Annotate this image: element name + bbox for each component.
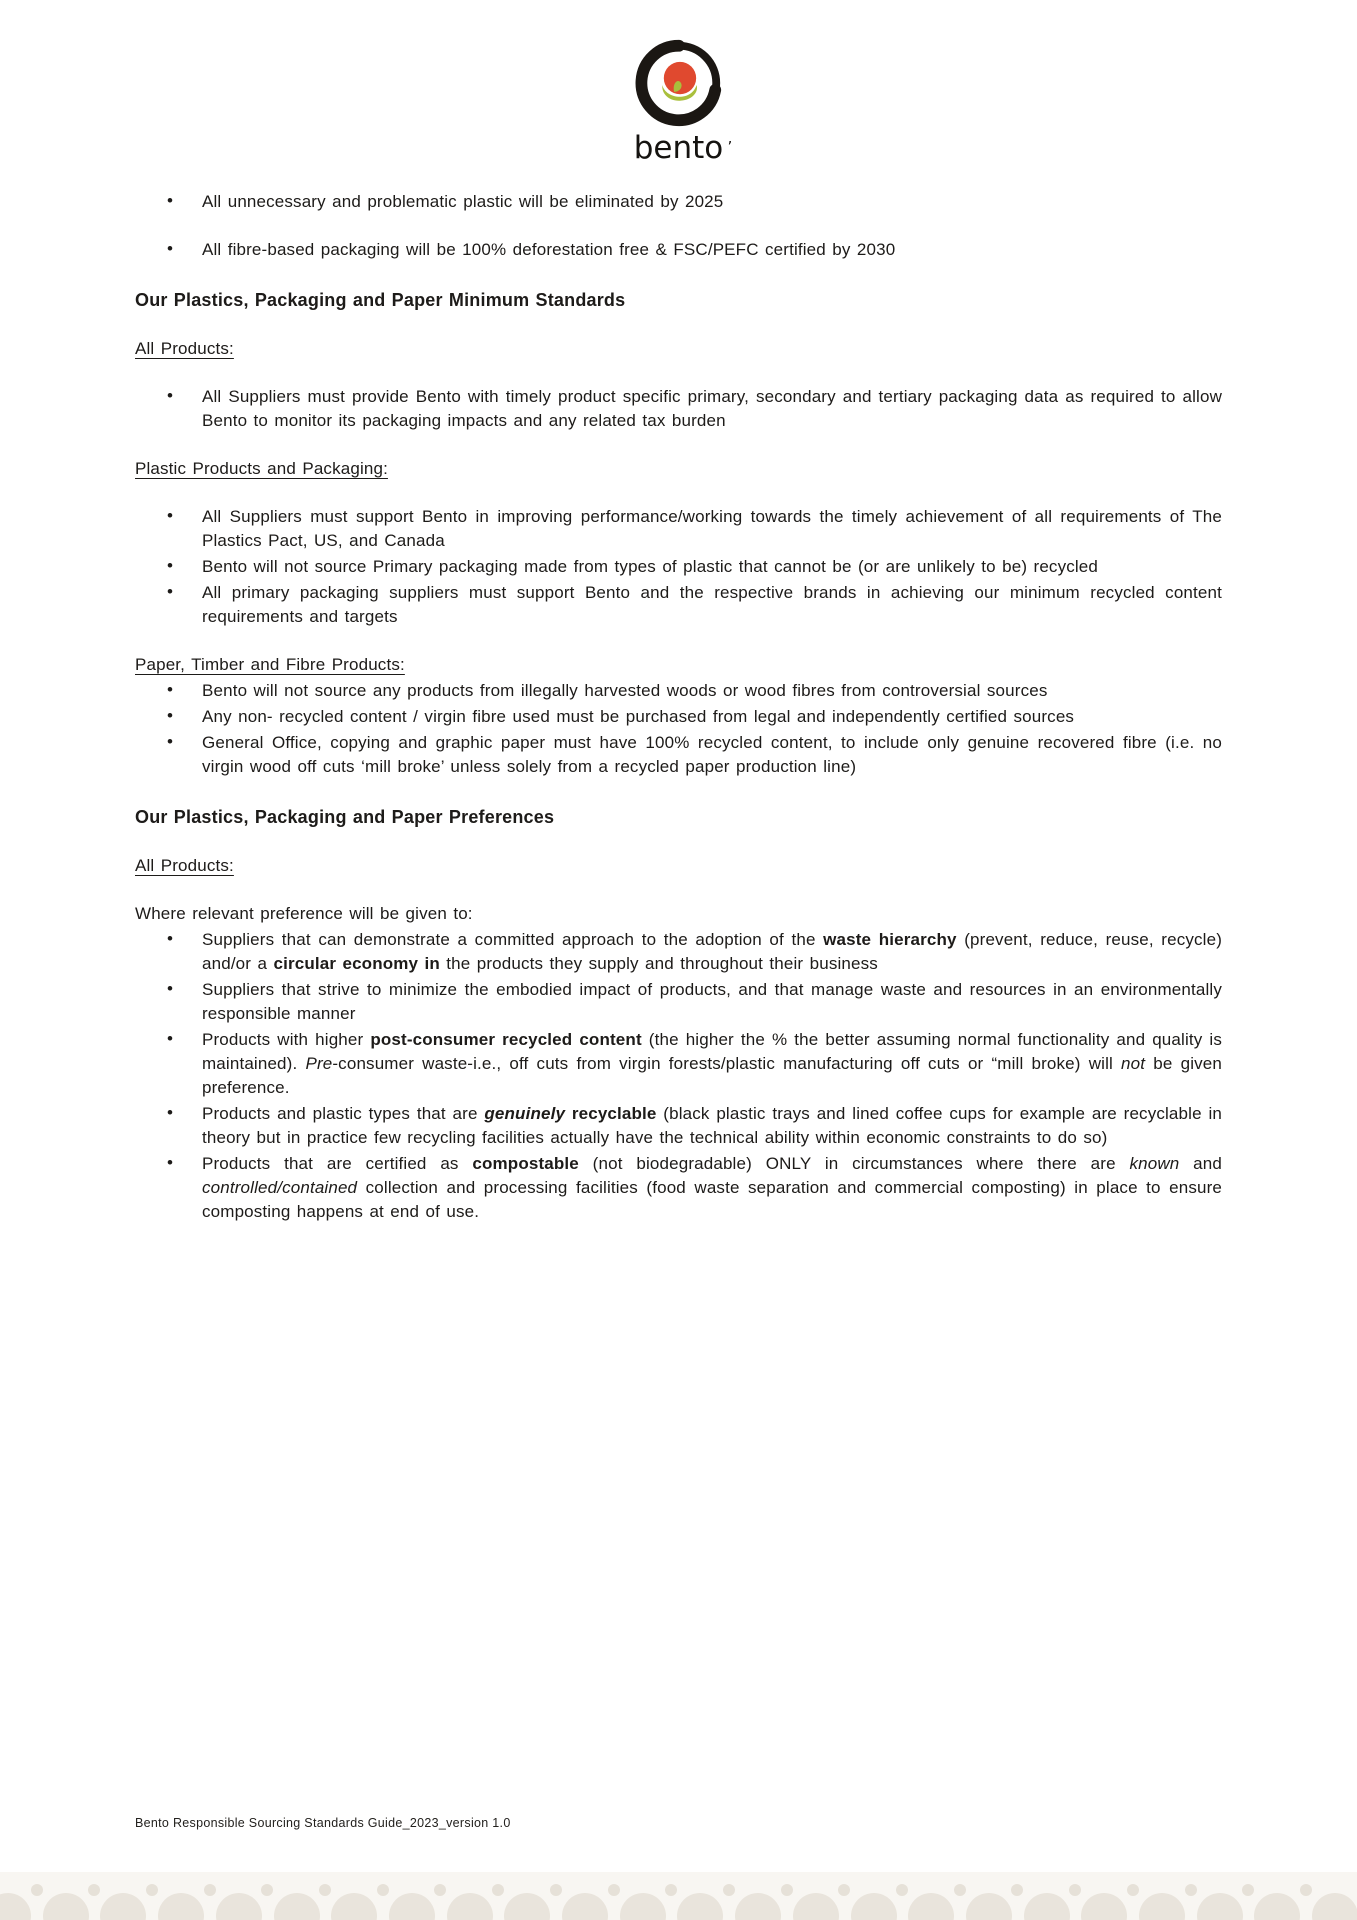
bullet-text: Bento will not source Primary packaging made from types of plastic that cannot be (or are unlikely to be) recycled [202, 557, 1099, 576]
bullet-text: Products and plastic types that are genuinely recyclable (black plastic trays and lined coffee cups for example are recyclable in theory but in practice few recycling facilities actually have the technical ability within economic constraints to do so) [202, 1104, 1222, 1147]
section-heading: Our Plastics, Packaging and Paper Minimum Standards [135, 290, 626, 310]
bullet-marker: • [167, 506, 174, 525]
bullet-text: Suppliers that strive to minimize the embodied impact of products, and that manage waste and resources in an environmentally responsible manner [202, 980, 1222, 1023]
trademark-mark: ’ [727, 138, 733, 156]
border-dot [1300, 1884, 1312, 1896]
bullet-marker: • [167, 732, 174, 751]
bullet-text: All fibre-based packaging will be 100% deforestation free & FSC/PEFC certified by 2030 [202, 240, 896, 259]
bullet-item [135, 731, 1222, 779]
border-arch [216, 1893, 262, 1920]
bullet-item [135, 928, 1222, 976]
border-arch [43, 1893, 89, 1920]
border-arch [562, 1893, 608, 1920]
border-arch [504, 1893, 550, 1920]
border-dot [261, 1884, 273, 1896]
bullet-marker: • [167, 1103, 174, 1122]
border-arch [1254, 1893, 1300, 1920]
border-dot [31, 1884, 43, 1896]
border-arch [966, 1893, 1012, 1920]
border-dot [146, 1884, 158, 1896]
border-dot [954, 1884, 966, 1896]
sub-heading: All Products: [135, 856, 234, 875]
bullet-marker: • [167, 556, 174, 575]
bullet-item [135, 581, 1222, 629]
border-dot [1127, 1884, 1139, 1896]
bullet-text: Bento will not source any products from illegally harvested woods or wood fibres from controversial sources [202, 681, 1048, 700]
border-arch [620, 1893, 666, 1920]
border-dot [204, 1884, 216, 1896]
decorative-border [0, 1872, 1357, 1920]
bullet-item [135, 505, 1222, 553]
bullet-item [135, 1102, 1222, 1150]
bullet-marker: • [167, 191, 174, 210]
bullet-text: Any non- recycled content / virgin fibre used must be purchased from legal and independently certified sources [202, 707, 1075, 726]
bullet-item [135, 1152, 1222, 1224]
bullet-text: General Office, copying and graphic paper must have 100% recycled content, to include only genuine recovered fibre (i.e. no virgin wood off cuts ‘mill broke’ unless solely from a recycled paper production line) [202, 733, 1222, 776]
bullet-marker: • [167, 386, 174, 405]
border-arch [158, 1893, 204, 1920]
sub-heading: Plastic Products and Packaging: [135, 459, 388, 478]
bullet-marker: • [167, 582, 174, 601]
bullet-text: All primary packaging suppliers must support Bento and the respective brands in achieving our minimum recycled content requirements and targets [202, 583, 1222, 626]
bullet-text: Products that are certified as compostable (not biodegradable) ONLY in circumstances where there are known and controlled/contained collection and processing facilities (food waste separation and commercial composting) in place to ensure composting happens at end of use. [202, 1154, 1223, 1221]
bullet-marker: • [167, 979, 174, 998]
border-arch [100, 1893, 146, 1920]
border-dot [1011, 1884, 1023, 1896]
border-dot [1185, 1884, 1197, 1896]
bullet-text: All unnecessary and problematic plastic will be eliminated by 2025 [202, 192, 724, 211]
bullet-text: All Suppliers must provide Bento with timely product specific primary, secondary and tertiary packaging data as required to allow Bento to monitor its packaging impacts and any related tax burden [202, 387, 1222, 430]
border-arch [1312, 1893, 1357, 1920]
border-dot [88, 1884, 100, 1896]
bullet-item [135, 679, 1222, 703]
bullet-marker: • [167, 929, 174, 948]
border-arch [1024, 1893, 1070, 1920]
bullet-text: Suppliers that can demonstrate a committed approach to the adoption of the waste hierarchy (prevent, reduce, reuse, recycle) and/or a circular economy in the products they supply and throughout their business [202, 930, 1223, 973]
bullet-marker: • [167, 1153, 174, 1172]
border-arch [1081, 1893, 1127, 1920]
bullet-text: All Suppliers must support Bento in improving performance/working towards the timely achievement of all requirements of The Plastics Pact, US, and Canada [202, 507, 1222, 550]
bullet-text: Products with higher post-consumer recycled content (the higher the % the better assuming normal functionality and quality is maintained). Pre-consumer waste-i.e., off cuts from virgin forests/plastic manufacturing off cuts or “mill broke) will not be given preference. [202, 1030, 1222, 1097]
bullet-marker: • [167, 706, 174, 725]
border-arch [389, 1893, 435, 1920]
bullet-item [135, 705, 1222, 729]
border-arch [851, 1893, 897, 1920]
logo-wordmark: bento ’ [633, 130, 733, 166]
border-dot [492, 1884, 504, 1896]
border-dot [434, 1884, 446, 1896]
border-dot [550, 1884, 562, 1896]
border-arch [735, 1893, 781, 1920]
bullet-item [135, 238, 1222, 262]
section-heading: Our Plastics, Packaging and Paper Preferences [135, 807, 555, 827]
border-dot [608, 1884, 620, 1896]
border-dot [319, 1884, 331, 1896]
border-dot [377, 1884, 389, 1896]
paragraph: Where relevant preference will be given to: [135, 904, 473, 923]
border-arch [1197, 1893, 1243, 1920]
bullet-marker: • [167, 680, 174, 699]
bullet-item [135, 1028, 1222, 1100]
bento-logo [0, 34, 1357, 164]
bullet-item [135, 555, 1222, 579]
bullet-marker: • [167, 1029, 174, 1048]
border-dot [896, 1884, 908, 1896]
document-body [135, 188, 1222, 1224]
border-dot [781, 1884, 793, 1896]
border-dot [723, 1884, 735, 1896]
footer-text: Bento Responsible Sourcing Standards Guide_2023_version 1.0 [135, 1816, 511, 1830]
border-arch [331, 1893, 377, 1920]
border-arch [274, 1893, 320, 1920]
sub-heading: Paper, Timber and Fibre Products: [135, 655, 405, 674]
border-arch [447, 1893, 493, 1920]
bullet-item [135, 978, 1222, 1026]
border-arch [793, 1893, 839, 1920]
border-dot [1242, 1884, 1254, 1896]
border-arch [0, 1893, 31, 1920]
bullet-item [135, 385, 1222, 433]
bullet-marker: • [167, 239, 174, 258]
border-dot [665, 1884, 677, 1896]
enso-circle-icon [630, 34, 728, 132]
border-dot [1069, 1884, 1081, 1896]
bullet-item [135, 190, 1222, 214]
border-dot [838, 1884, 850, 1896]
border-arch [1139, 1893, 1185, 1920]
border-arch [677, 1893, 723, 1920]
sub-heading: All Products: [135, 339, 234, 358]
border-arch [908, 1893, 954, 1920]
